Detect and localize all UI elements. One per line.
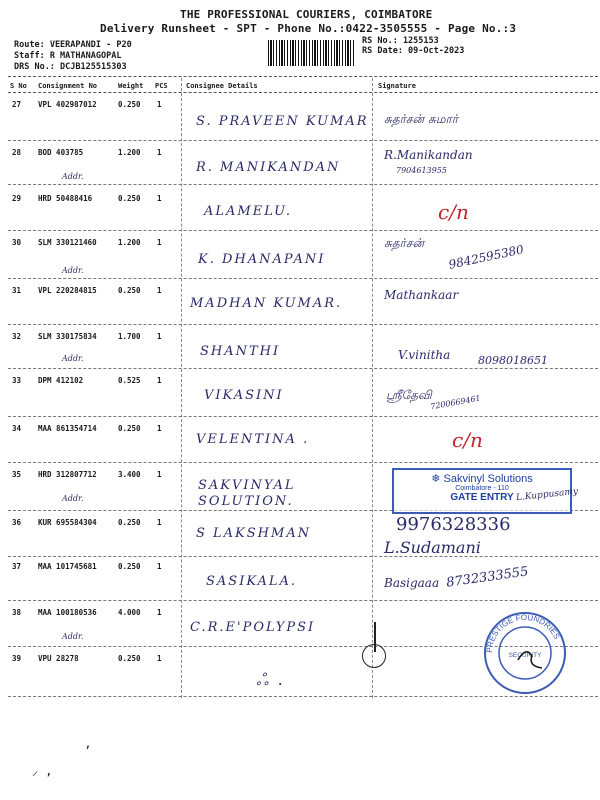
row-consignee: ஃ . bbox=[256, 670, 285, 689]
row-weight: 4.000 bbox=[118, 608, 141, 617]
row-pcs: 1 bbox=[157, 424, 162, 433]
row-note: Addr. bbox=[62, 266, 84, 275]
col-sno: S No bbox=[10, 82, 27, 90]
column-divider bbox=[8, 92, 598, 93]
header-divider bbox=[8, 76, 598, 77]
company-title: THE PROFESSIONAL COURIERS, COIMBATORE bbox=[180, 8, 433, 21]
row-weight: 0.250 bbox=[118, 100, 141, 109]
rs-date: RS Date: 09-Oct-2023 bbox=[362, 46, 465, 56]
row-sig-note: 8732333555 bbox=[445, 564, 530, 591]
row-consignment: BOD 403785 bbox=[38, 148, 84, 157]
row-signature: V.vinitha bbox=[398, 348, 451, 362]
row-consignee: S. PRAVEEN KUMAR bbox=[196, 114, 369, 129]
route-label: Route: VEERAPANDI - P20 bbox=[14, 40, 132, 50]
row-pcs: 1 bbox=[157, 608, 162, 617]
row-consignee: SHANTHI bbox=[200, 344, 281, 359]
row-pcs: 1 bbox=[157, 286, 162, 295]
row-divider bbox=[8, 696, 598, 697]
row-consignment: MAA 101745681 bbox=[38, 562, 97, 571]
rs-number: RS No.: 1255153 bbox=[362, 36, 439, 46]
row-consignment: HRD 312807712 bbox=[38, 470, 97, 479]
bottom-mark: ’ bbox=[84, 744, 92, 758]
pen-stroke bbox=[374, 622, 376, 652]
drs-label: DRS No.: DCJB125515303 bbox=[14, 62, 127, 72]
row-signature: c/n bbox=[438, 200, 469, 224]
row-sig-note: 9842595380 bbox=[447, 242, 525, 272]
row-pcs: 1 bbox=[157, 376, 162, 385]
row-consignment: VPL 402987012 bbox=[38, 100, 97, 109]
row-sno: 36 bbox=[12, 518, 22, 527]
row-weight: 0.250 bbox=[118, 286, 141, 295]
row-signature: ஸ்ரீதேவி bbox=[386, 388, 432, 402]
row-sno: 34 bbox=[12, 424, 22, 433]
row-consignment: HRD 50488416 bbox=[38, 194, 93, 203]
row-consignee: MADHAN KUMAR. bbox=[190, 296, 343, 311]
row-weight: 1.200 bbox=[118, 238, 141, 247]
row-divider bbox=[8, 556, 598, 557]
row-weight: 0.250 bbox=[118, 194, 141, 203]
col-pcs: PCS bbox=[155, 82, 168, 90]
row-consignee: SASIKALA. bbox=[206, 574, 298, 589]
row-note: Addr. bbox=[62, 172, 84, 181]
row-divider bbox=[8, 416, 598, 417]
row-signature: Mathankaar bbox=[384, 288, 459, 302]
row-pcs: 1 bbox=[157, 470, 162, 479]
row-weight: 0.250 bbox=[118, 562, 141, 571]
row-consignment: SLM 330175834 bbox=[38, 332, 97, 341]
row-divider bbox=[8, 278, 598, 279]
barcode bbox=[268, 40, 356, 66]
row-divider bbox=[8, 368, 598, 369]
row-consignee: R. MANIKANDAN bbox=[196, 160, 341, 175]
row-consignee: K. DHANAPANI bbox=[198, 252, 326, 267]
row-consignment: VPU 28278 bbox=[38, 654, 79, 663]
row-sig-note: L.Sudamani bbox=[384, 538, 481, 557]
row-sno: 31 bbox=[12, 286, 22, 295]
row-divider bbox=[8, 324, 598, 325]
row-signature: R.Manikandan bbox=[384, 148, 473, 162]
row-consignee: VELENTINA . bbox=[196, 432, 310, 447]
row-weight: 1.200 bbox=[118, 148, 141, 157]
row-weight: 0.250 bbox=[118, 654, 141, 663]
row-divider bbox=[8, 140, 598, 141]
row-weight: 0.250 bbox=[118, 518, 141, 527]
row-note: Addr. bbox=[62, 494, 84, 503]
row-sno: 30 bbox=[12, 238, 22, 247]
col-consignee: Consignee Details bbox=[186, 82, 258, 90]
row-consignee: S LAKSHMAN bbox=[196, 526, 312, 541]
seal-graphic bbox=[482, 610, 568, 696]
row-consignment: MAA 100180536 bbox=[38, 608, 97, 617]
row-pcs: 1 bbox=[157, 332, 162, 341]
row-sig-note: 7200669461 bbox=[429, 393, 482, 412]
row-signature: L.Kuppusamy bbox=[515, 486, 579, 504]
row-pcs: 1 bbox=[157, 100, 162, 109]
stamp-company: ❄ Sakvinyl Solutions bbox=[431, 473, 533, 485]
row-consignment: DPM 412102 bbox=[38, 376, 84, 385]
row-sig-note: 7904613955 bbox=[396, 166, 447, 175]
row-sno: 28 bbox=[12, 148, 22, 157]
row-weight: 0.250 bbox=[118, 424, 141, 433]
row-pcs: 1 bbox=[157, 654, 162, 663]
row-pcs: 1 bbox=[157, 238, 162, 247]
row-sig-note: 8098018651 bbox=[478, 354, 548, 367]
row-note: Addr. bbox=[62, 354, 84, 363]
seal-center: SECURITY bbox=[508, 652, 542, 659]
row-note: Addr. bbox=[62, 632, 84, 641]
runsheet-subtitle: Delivery Runsheet - SPT - Phone No.:0422-3505555 - Page No.:3 bbox=[100, 22, 517, 35]
row-signature: 9976328336 bbox=[396, 514, 511, 535]
row-signature: சுதர்சன் bbox=[384, 236, 425, 250]
row-consignment: MAA 861354714 bbox=[38, 424, 97, 433]
security-seal bbox=[482, 610, 568, 696]
seal-text: PRESTIGE FOUNDRIES bbox=[484, 612, 562, 654]
row-consignee: C.R.E'POLYPSI bbox=[190, 620, 316, 635]
row-sno: 32 bbox=[12, 332, 22, 341]
row-divider bbox=[8, 184, 598, 185]
row-consignee: VIKASINI bbox=[204, 388, 284, 403]
consignee-column-rule bbox=[181, 78, 182, 698]
row-pcs: 1 bbox=[157, 194, 162, 203]
row-sno: 38 bbox=[12, 608, 22, 617]
row-sno: 33 bbox=[12, 376, 22, 385]
signature-column-rule bbox=[372, 78, 373, 698]
row-divider bbox=[8, 462, 598, 463]
stamp-location: Coimbatore - 110 bbox=[455, 485, 509, 492]
row-weight: 1.700 bbox=[118, 332, 141, 341]
row-sno: 27 bbox=[12, 100, 22, 109]
col-consignment: Consignment No bbox=[38, 82, 98, 90]
col-signature: Signature bbox=[378, 82, 416, 90]
row-divider bbox=[8, 600, 598, 601]
row-consignee: ALAMELU. bbox=[204, 204, 293, 219]
bottom-mark: ⸝ , bbox=[32, 764, 53, 778]
staff-label: Staff: R MATHANAGOPAL bbox=[14, 51, 122, 61]
row-sno: 35 bbox=[12, 470, 22, 479]
row-signature: c/n bbox=[452, 428, 483, 452]
stamp-company-text: Sakvinyl Solutions bbox=[443, 473, 533, 485]
row-weight: 0.525 bbox=[118, 376, 141, 385]
row-sno: 37 bbox=[12, 562, 22, 571]
row-signature: Basigaaa bbox=[384, 576, 440, 590]
row-divider bbox=[8, 230, 598, 231]
col-weight: Weight bbox=[118, 82, 144, 90]
row-weight: 3.400 bbox=[118, 470, 141, 479]
row-signature: சுதர்சன் சுமார் bbox=[384, 112, 459, 126]
row-consignment: VPL 220284815 bbox=[38, 286, 97, 295]
row-sno: 29 bbox=[12, 194, 22, 203]
row-consignment: SLM 330121460 bbox=[38, 238, 97, 247]
row-pcs: 1 bbox=[157, 148, 162, 157]
row-sno: 39 bbox=[12, 654, 22, 663]
row-consignment: KUR 695584304 bbox=[38, 518, 97, 527]
row-consignee: SAKVINYAL SOLUTION. bbox=[198, 478, 296, 509]
row-pcs: 1 bbox=[157, 562, 162, 571]
row-pcs: 1 bbox=[157, 518, 162, 527]
stamp-gate-entry: GATE ENTRY bbox=[450, 492, 514, 503]
